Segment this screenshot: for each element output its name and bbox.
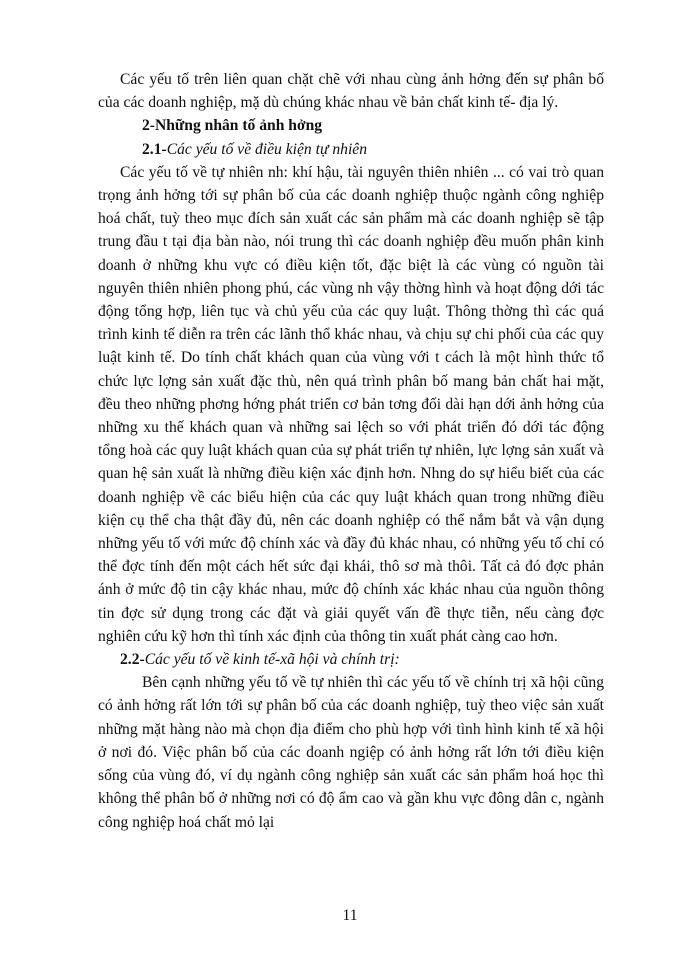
subsection-number: 2.1- <box>142 140 167 158</box>
subsection-heading-2-1 <box>98 138 604 161</box>
page-number: 11 <box>342 907 358 924</box>
subsection-title: Các yếu tố về điều kiện tự nhiên <box>166 140 368 158</box>
subsection-heading-2-2 <box>98 648 604 671</box>
subsection-number: 2.2- <box>120 651 145 669</box>
page-content <box>98 68 604 834</box>
socioeconomic-factors-paragraph: Bên cạnh những yếu tố về tự nhiên thì các yếu tố về chính trị xã hội cũng có ảnh hởng rất lớn tới sự phân bố của các doanh nghiệp, tuỳ theo việc sản xuất những mặt hàng nào mà chọn địa điểm cho phù hợp với tình hình kinh tế xã hội ở nơi đó. Việc phân bố của các doanh ngiệp có ảnh hởng rất lớn tới điều kiện sống của vùng đó, ví dụ ngành công nghiệp sản xuất các sản phẩm hoá học thì không thể phân bố ở những nơi có độ ẩm cao và gần khu vực đông dân c, ngành công nghiệp hoá chất mỏ lại <box>98 674 604 831</box>
natural-factors-paragraph: Các yếu tố về tự nhiên nh: khí hậu, tài nguyên thiên nhiên ... có vai trò quan trọng ảnh hởng tới sự phân bố của các doanh nghiệp thuộc ngành công nghiệp hoá chất, tuỳ theo mục đích sản xuất các sản phẩm mà các doanh nghiệp sẽ tập trung đầu t tại địa bàn nào, nói trung thì các doanh nghiệp đều muốn phân kinh doanh ở những khu vực có điều kiện tốt, đặc biệt là các vùng có nguồn tài nguyên thiên nhiên phong phú, các vùng nh vậy thờng hình và hoạt động dới tác động tổng hợp, liên tục và chủ yếu của các quy luật. Thông thờng thì các quá trình kinh tế diễn ra trên các lãnh thổ khác nhau, và chịu sự chi phối của các quy luật kinh tế. Do tính chất khách quan của vùng với t cách là một hình thức tổ chức lực lợng sản xuất đặc thù, nên quá trình phân bố mang bản chất hai mặt, đều theo những phơng hớng phát triển cơ bản tơng đối dài hạn dới ảnh hởng của những xu thế khách quan và những sai lệch so với phát triển đó dới tác động tổng hoà các quy luật khách quan của sự phát triển tự nhiên, lực lợng sản xuất và quan hệ sản xuất là những điều kiện xác định hơn. Nhng do sự hiểu biết của các doanh nghiệp về các biểu hiện của các quy luật khách quan trong những điều kiện cụ thể cha thật đầy đủ, nên các doanh nghiệp có thể nắm bắt và vận dụng những yếu tố với mức độ chính xác và đầy đủ khác nhau, có những yếu tố chỉ có thể đợc tính đến một cách hết sức đại khái, thô sơ mà thôi. Tất cả đó đợc phản ánh ở mức độ tin cậy khác nhau, mức độ chính xác khác nhau của nguồn thông tin đợc sử dụng trong các đặt và giải quyết vấn đề thực tiễn, nếu càng đợc nghiên cứu kỹ hơn thì tính xác định của thông tin xuất phát càng cao hơn. <box>98 163 604 645</box>
subsection-title: Các yếu tố về kinh tế-xã hội và chính trị: <box>144 651 400 669</box>
section-heading-2: 2-Những nhân tố ảnh hởng <box>142 117 323 135</box>
intro-paragraph: Các yếu tố trên liên quan chặt chẽ với nhau cùng ảnh hởng đến sự phân bố của các doanh nghiệp, mặ dù chúng khác nhau về bản chất kinh tế- địa lý. <box>98 71 604 112</box>
